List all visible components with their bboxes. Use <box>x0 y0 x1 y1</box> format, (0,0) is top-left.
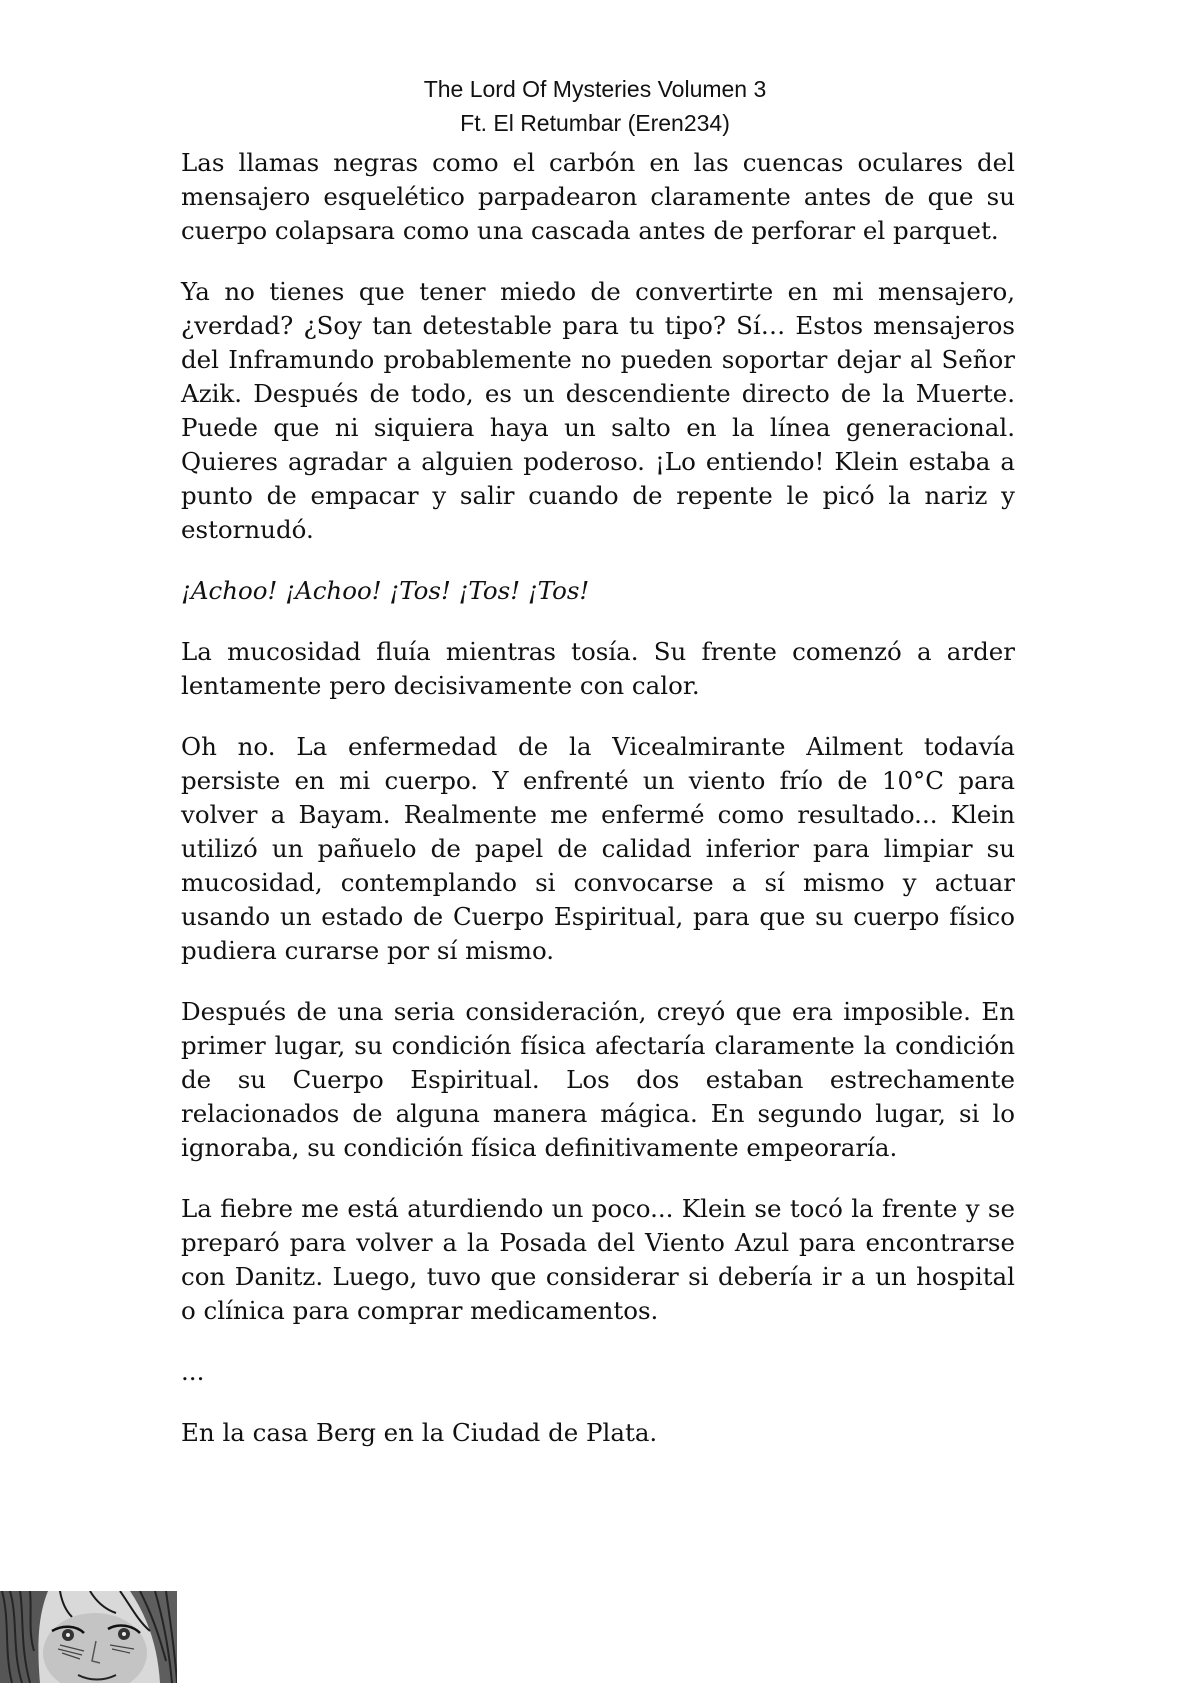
paragraph: Oh no. La enfermedad de la Vicealmirante Ailment todavía persiste en mi cuerpo. Y enfrenté un viento frío de 10°C para volver a Bayam. Realmente me enfermé como resultado... Klein utilizó un pañuelo de papel de calidad inferior para limpiar su mucosidad, contemplando si convocarse a sí mismo y actuar usando un estado de Cuerpo Espiritual, para que su cuerpo físico pudiera curarse por sí mismo. <box>181 732 1015 965</box>
paragraph: Ya no tienes que tener miedo de convertirte en mi mensajero, ¿verdad? ¿Soy tan detestable para tu tipo? Sí… Estos mensajeros del Inframundo probablemente no pueden soportar dejar al Señor Azik. Después de todo, es un descendiente directo de la Muerte. Puede que ni siquiera haya un salto en la línea generacional. Quieres agradar a alguien poderoso. ¡Lo entiendo! Klein estaba a punto de empacar y salir cuando de repente le picó la nariz y estornudó. <box>181 277 1015 544</box>
paragraph: Después de una seria consideración, creyó que era imposible. En primer lugar, su condición física afectaría claramente la condición de su Cuerpo Espiritual. Los dos estaban estrechamente relacionados de alguna manera mágica. En segundo lugar, si lo ignoraba, su condición física definitivamente empeoraría. <box>181 997 1015 1162</box>
header-title-line2: Ft. El Retumbar (Eren234) <box>460 110 730 136</box>
paragraph: La mucosidad fluía mientras tosía. Su frente comenzó a arder lentamente pero decisivamente con calor. <box>181 637 1015 700</box>
paragraph-italic: ¡Achoo! ¡Achoo! ¡Tos! ¡Tos! ¡Tos! <box>181 576 590 605</box>
paragraph: En la casa Berg en la Ciudad de Plata. <box>181 1418 658 1447</box>
document-body <box>181 146 1015 1477</box>
paragraph: Las llamas negras como el carbón en las cuencas oculares del mensajero esquelético parpadearon claramente antes de que su cuerpo colapsara como una cascada antes de perforar el parquet. <box>181 148 1015 245</box>
paragraph-ellipsis: ... <box>181 1357 205 1386</box>
header-title-line1: The Lord Of Mysteries Volumen 3 <box>423 76 767 102</box>
paragraph: La fiebre me está aturdiendo un poco... Klein se tocó la frente y se preparó para volver a la Posada del Viento Azul para encontrarse con Danitz. Luego, tuvo que considerar si debería ir a un hospital o clínica para comprar medicamentos. <box>181 1194 1015 1325</box>
manga-portrait-image <box>0 1591 177 1683</box>
page-header <box>0 72 1190 140</box>
